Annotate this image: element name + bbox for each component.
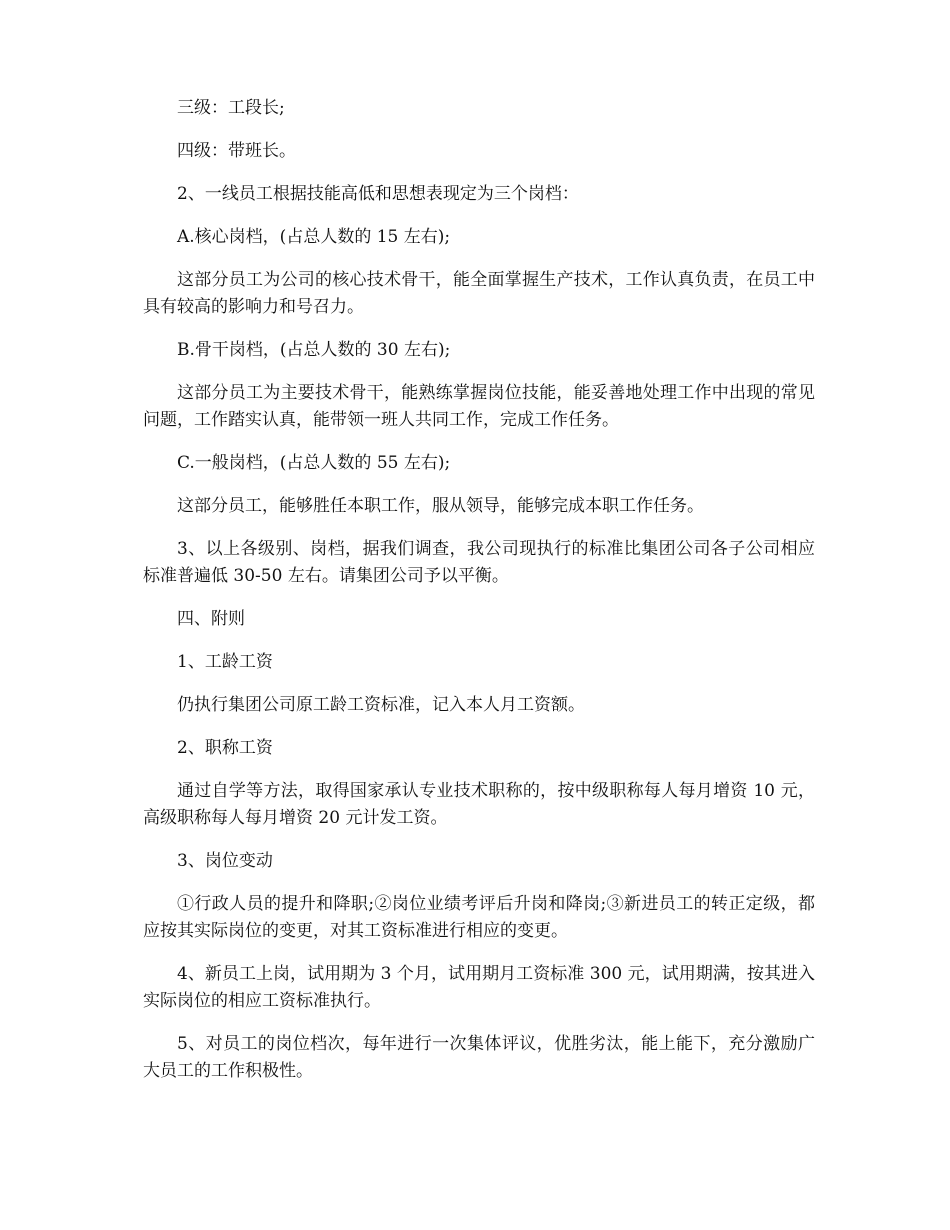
paragraph-title-wage: 通过自学等方法，取得国家承认专业技术职称的，按中级职称每人每月增资 10 元，高级职称每人每月增资 20 元计发工资。 xyxy=(143,781,815,828)
paragraph-grade-b-desc: 这部分员工为主要技术骨干，能熟练掌握岗位技能，能妥善地处理工作中出现的常见问题，工作踏实认真，能带领一班人共同工作，完成工作任务。 xyxy=(143,383,815,430)
paragraph-level-3: 三级：工段长; xyxy=(177,98,285,118)
paragraph-annual-review: 5、对员工的岗位档次，每年进行一次集体评议，优胜劣汰，能上能下，充分激励广大员工的工作积极性。 xyxy=(143,1034,815,1081)
subheading-title-wage: 2、职称工资 xyxy=(177,738,273,758)
paragraph-position-change: ①行政人员的提升和降职;②岗位业绩考评后升岗和降岗;③新进员工的转正定级，都应按其实际岗位的变更，对其工资标准进行相应的变更。 xyxy=(143,894,815,941)
paragraph-grade-c: C.一般岗档，(占总人数的 55 左右); xyxy=(177,453,451,473)
section-heading-appendix: 四、附则 xyxy=(177,609,245,629)
paragraph-grade-c-desc: 这部分员工，能够胜任本职工作，服从领导，能够完成本职工作任务。 xyxy=(177,496,704,516)
paragraph-grade-a-desc: 这部分员工为公司的核心技术骨干，能全面掌握生产技术，工作认真负责，在员工中具有较高的影响力和号召力。 xyxy=(143,270,815,317)
paragraph-grade-b: B.骨干岗档，(占总人数的 30 左右); xyxy=(177,340,451,360)
subheading-seniority-wage: 1、工龄工资 xyxy=(177,652,273,672)
paragraph-frontline-grades: 2、一线员工根据技能高低和思想表现定为三个岗档： xyxy=(177,184,579,204)
paragraph-seniority-wage: 仍执行集团公司原工龄工资标准，记入本人月工资额。 xyxy=(177,695,585,715)
paragraph-level-4: 四级：带班长。 xyxy=(177,141,296,161)
paragraph-grade-a: A.核心岗档，(占总人数的 15 左右); xyxy=(177,227,451,247)
subheading-position-change: 3、岗位变动 xyxy=(177,851,273,871)
paragraph-standard-comparison: 3、以上各级别、岗档，据我们调查，我公司现执行的标准比集团公司各子公司相应标准普遍低 30-50 左右。请集团公司予以平衡。 xyxy=(143,539,815,586)
paragraph-probation: 4、新员工上岗，试用期为 3 个月，试用期月工资标准 300 元，试用期满，按其进入实际岗位的相应工资标准执行。 xyxy=(143,964,815,1011)
